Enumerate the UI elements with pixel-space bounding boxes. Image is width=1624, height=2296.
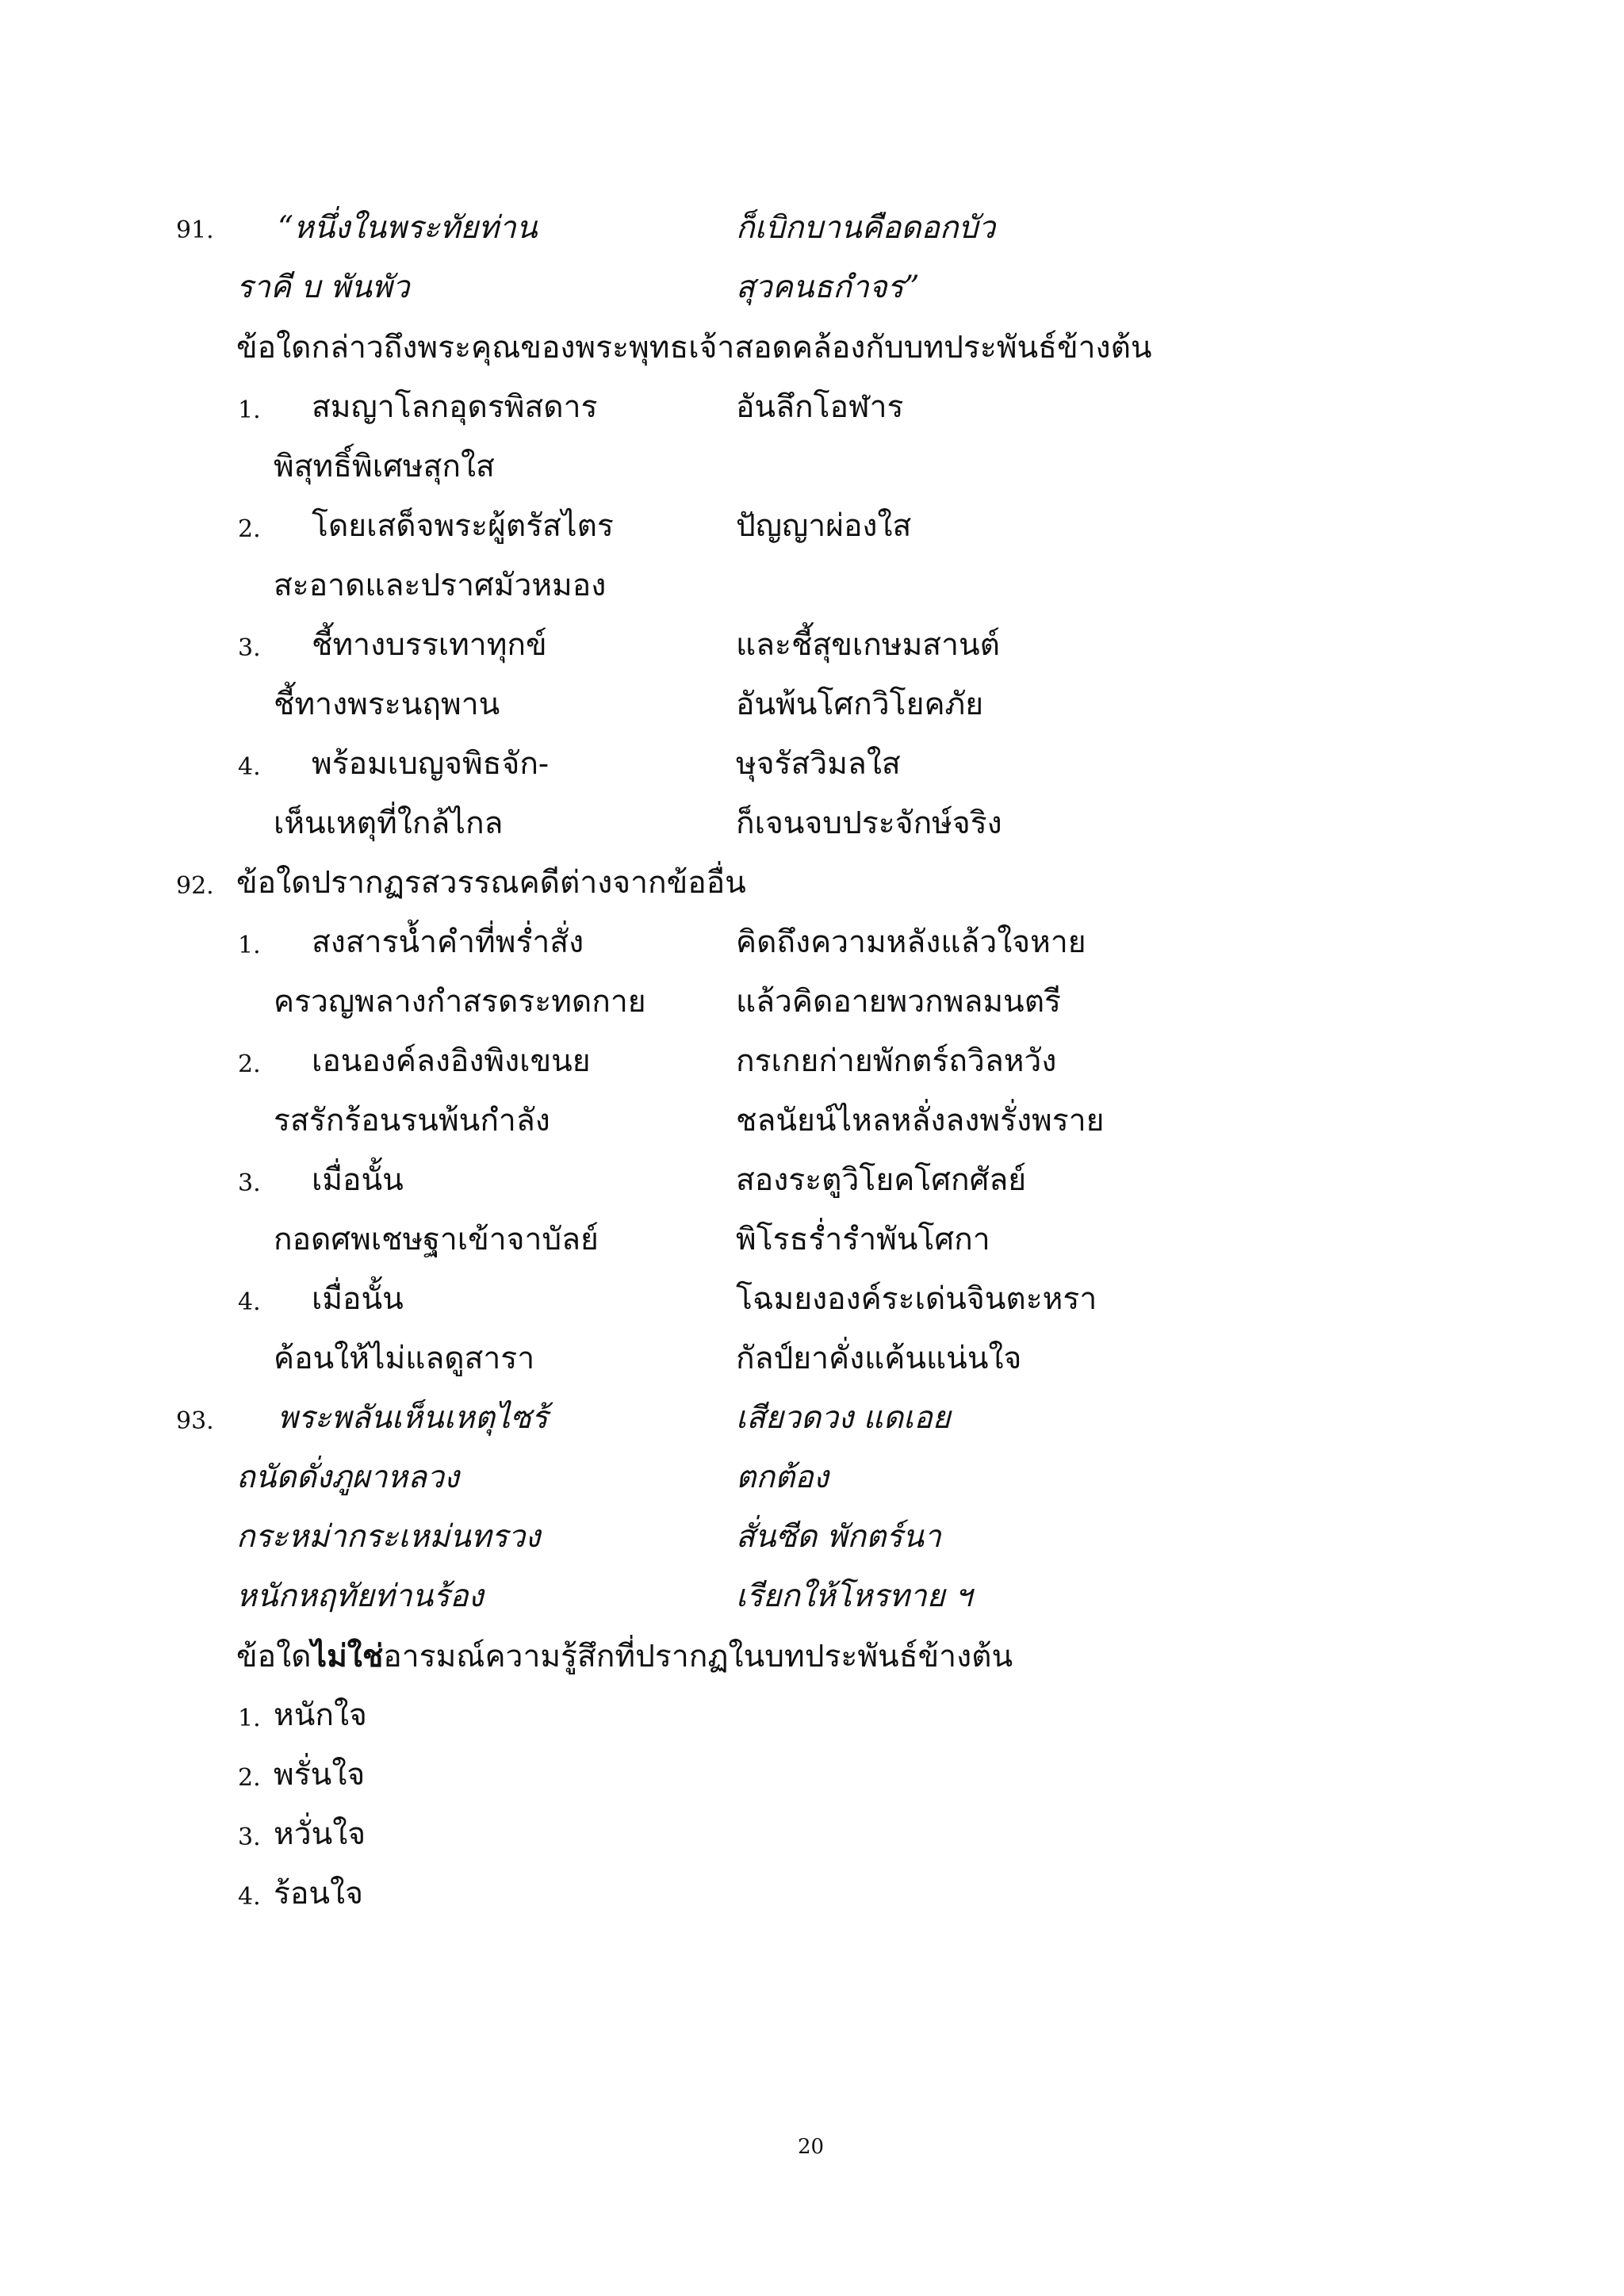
choice-number: 4. <box>238 1883 261 1911</box>
verse-line-2b: ตกต้อง <box>736 1460 829 1495</box>
choice-number: 2. <box>238 1050 261 1078</box>
choice-line-2a: ชี้ทางพระนฤพาน <box>274 687 500 722</box>
choice-line-1a: สมญาโลกอุดรพิสดาร <box>312 389 598 425</box>
choice-line-1a: เมื่อนั้น <box>312 1162 404 1198</box>
choice-line-2a: เห็นเหตุที่ใกล้ไกล <box>274 806 504 841</box>
prompt-text: อารมณ์ความรู้สึกที่ปรากฏในบทประพันธ์ข้างต้น <box>383 1639 1013 1674</box>
choice-line-1b: สองระตูวิโยคโศกศัลย์ <box>736 1162 1027 1198</box>
choice-line-2b: อันพ้นโศกวิโยคภัย <box>736 687 984 722</box>
choice-text: ร้อนใจ <box>274 1876 363 1911</box>
verse-line-2b: สุวคนธกำจร” <box>736 270 920 305</box>
question-prompt <box>236 1636 1013 1678</box>
choice-line-1b: โฉมยงองค์ระเด่นจินตะหรา <box>736 1281 1097 1317</box>
choice-line-1b: และชี้สุขเกษมสานต์ <box>736 627 1000 663</box>
prompt-text: ข้อใด <box>236 1639 312 1674</box>
choice-number: 4. <box>238 1288 261 1316</box>
choice-line-2b: แล้วคิดอายพวกพลมนตรี <box>736 984 1061 1020</box>
verse-line-1a: “หนึ่งในพระทัยท่าน <box>278 210 538 246</box>
verse-line-1b: เสียวดวง แดเอย <box>736 1400 951 1436</box>
verse-line-4a: หนักหฤทัยท่านร้อง <box>236 1578 484 1614</box>
question-number: 92. <box>176 872 214 900</box>
verse-line-3a: กระหม่ากระเหม่นทรวง <box>236 1519 541 1555</box>
question-number: 91. <box>176 216 214 244</box>
verse-line-1b: ก็เบิกบานคือดอกบัว <box>736 210 996 246</box>
choice-line-2b: กัลป์ยาคั่งแค้นแน่นใจ <box>736 1341 1022 1376</box>
choice-number: 2. <box>238 1764 261 1792</box>
choice-line-1b: ษุจรัสวิมลใส <box>736 746 901 782</box>
verse-line-1a: พระพลันเห็นเหตุไซร้ <box>278 1400 548 1436</box>
choice-line-2a: รสรักร้อนรนพ้นกำลัง <box>274 1103 550 1138</box>
choice-number: 4. <box>238 753 261 781</box>
choice-line-1b: กรเกยก่ายพักตร์ถวิลหวัง <box>736 1043 1057 1079</box>
choice-line-2b: ชลนัยน์ไหลหลั่งลงพรั่งพราย <box>736 1103 1105 1138</box>
choice-text: พรั่นใจ <box>274 1757 366 1793</box>
choice-line-1a: เมื่อนั้น <box>312 1281 404 1317</box>
choice-line-1b: คิดถึงความหลังแล้วใจหาย <box>736 924 1086 960</box>
choice-number: 3. <box>238 1823 261 1851</box>
question-prompt: ข้อใดปรากฏรสวรรณคดีต่างจากข้ออื่น <box>236 865 746 901</box>
question-number: 93. <box>176 1407 214 1435</box>
choice-number: 1. <box>238 396 261 424</box>
verse-line-2a: ราคี บ พันพัว <box>236 270 410 305</box>
choice-line-2b: ก็เจนจบประจักษ์จริง <box>736 806 1002 841</box>
choice-number: 3. <box>238 634 261 662</box>
choice-line-2a: ครวญพลางกำสรดระทดกาย <box>274 984 646 1020</box>
choice-line-1a: พร้อมเบญจพิธจัก- <box>312 746 550 782</box>
choice-line-1a: ชี้ทางบรรเทาทุกข์ <box>312 627 547 663</box>
choice-line-2a: สะอาดและปราศมัวหมอง <box>274 568 607 603</box>
verse-line-4b: เรียกให้โหรทาย ฯ <box>736 1578 972 1614</box>
choice-number: 1. <box>238 932 261 959</box>
choice-text: หนักใจ <box>274 1697 367 1733</box>
choice-line-2a: พิสุทธิ์พิเศษสุกใส <box>274 449 495 484</box>
verse-line-3b: สั่นซีด พักตร์นา <box>736 1519 941 1555</box>
choice-number: 1. <box>238 1705 261 1732</box>
prompt-emphasis: ไม่ใช่ <box>311 1638 384 1674</box>
choice-line-2a: ค้อนให้ไม่แลดูสารา <box>274 1341 535 1376</box>
choice-line-1a: สงสารน้ำคำที่พร่ำสั่ง <box>312 924 584 960</box>
choice-line-1b: ปัญญาผ่องใส <box>736 508 912 544</box>
choice-text: หวั่นใจ <box>274 1816 366 1852</box>
verse-line-2a: ถนัดดั่งภูผาหลวง <box>236 1460 459 1495</box>
choice-number: 2. <box>238 515 261 543</box>
page-number: 20 <box>798 2135 825 2159</box>
choice-line-1a: เอนองค์ลงอิงพิงเขนย <box>312 1043 591 1079</box>
choice-line-2a: กอดศพเชษฐาเข้าจาบัลย์ <box>274 1222 599 1257</box>
choice-line-2b: พิโรธร่ำรำพันโศกา <box>736 1222 990 1257</box>
choice-line-1a: โดยเสด็จพระผู้ตรัสไตร <box>312 508 614 544</box>
choice-number: 3. <box>238 1169 261 1197</box>
question-prompt: ข้อใดกล่าวถึงพระคุณของพระพุทธเจ้าสอดคล้องกับบทประพันธ์ข้างต้น <box>236 330 1152 365</box>
choice-line-1b: อันลึกโอฬาร <box>736 389 904 425</box>
